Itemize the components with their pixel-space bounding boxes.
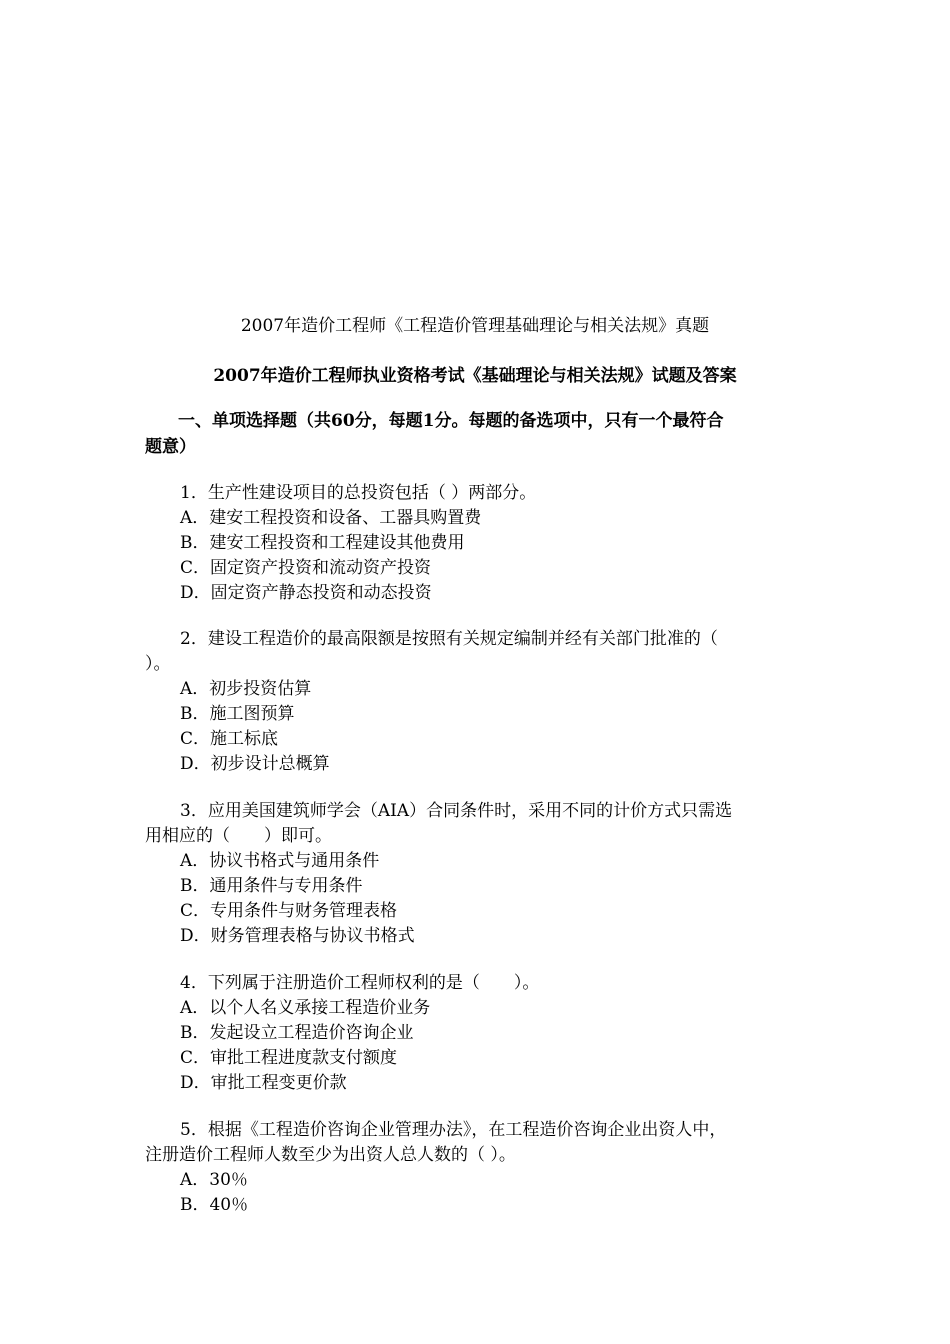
section-heading-line1: 一、单项选择题（共60分，每题1分。每题的备选项中，只有一个最符合: [178, 411, 724, 431]
question-4-option-d: D．审批工程变更价款: [180, 1073, 347, 1093]
question-2-option-d: D．初步设计总概算: [180, 754, 330, 774]
question-4-option-a: A．以个人名义承接工程造价业务: [180, 998, 431, 1018]
question-3-stem-line1: 3．应用美国建筑师学会（AIA）合同条件时，采用不同的计价方式只需选: [180, 801, 733, 821]
question-2-stem-line1: 2．建设工程造价的最高限额是按照有关规定编制并经有关部门批准的（: [180, 629, 718, 649]
question-3-option-a: A．协议书格式与通用条件: [180, 851, 380, 871]
question-2-option-a: A．初步投资估算: [180, 679, 312, 699]
question-4-stem: 4．下列属于注册造价工程师权利的是（ ）。: [180, 973, 540, 993]
question-3-option-d: D．财务管理表格与协议书格式: [180, 926, 415, 946]
question-1-option-a: A．建安工程投资和设备、工器具购置费: [180, 508, 482, 528]
question-5-option-a: A．30％: [180, 1170, 248, 1190]
question-2-option-b: B．施工图预算: [180, 704, 295, 724]
document-title: 2007年造价工程师《工程造价管理基础理论与相关法规》真题: [240, 316, 710, 336]
question-2-stem-line2: ）。: [145, 654, 171, 674]
section-heading-line2: 题意）: [145, 437, 196, 457]
question-3-option-b: B．通用条件与专用条件: [180, 876, 363, 896]
question-3-stem-line2: 用相应的（ ）即可。: [145, 826, 332, 846]
question-2-option-c: C．施工标底: [180, 729, 279, 749]
question-3-option-c: C．专用条件与财务管理表格: [180, 901, 398, 921]
question-1-stem: 1．生产性建设项目的总投资包括（ ）两部分。: [180, 483, 537, 503]
question-5-stem-line2: 注册造价工程师人数至少为出资人总人数的（ ）。: [145, 1145, 516, 1165]
question-4-option-b: B．发起设立工程造价咨询企业: [180, 1023, 414, 1043]
question-5-stem-line1: 5．根据《工程造价咨询企业管理办法》，在工程造价咨询企业出资人中，: [180, 1120, 727, 1140]
question-1-option-c: C．固定资产投资和流动资产投资: [180, 558, 432, 578]
exam-title: 2007年造价工程师执业资格考试《基础理论与相关法规》试题及答案: [213, 366, 737, 386]
question-1-option-b: B．建安工程投资和工程建设其他费用: [180, 533, 465, 553]
question-4-option-c: C．审批工程进度款支付额度: [180, 1048, 398, 1068]
question-5-option-b: B．40％: [180, 1195, 249, 1215]
question-1-option-d: D．固定资产静态投资和动态投资: [180, 583, 432, 603]
